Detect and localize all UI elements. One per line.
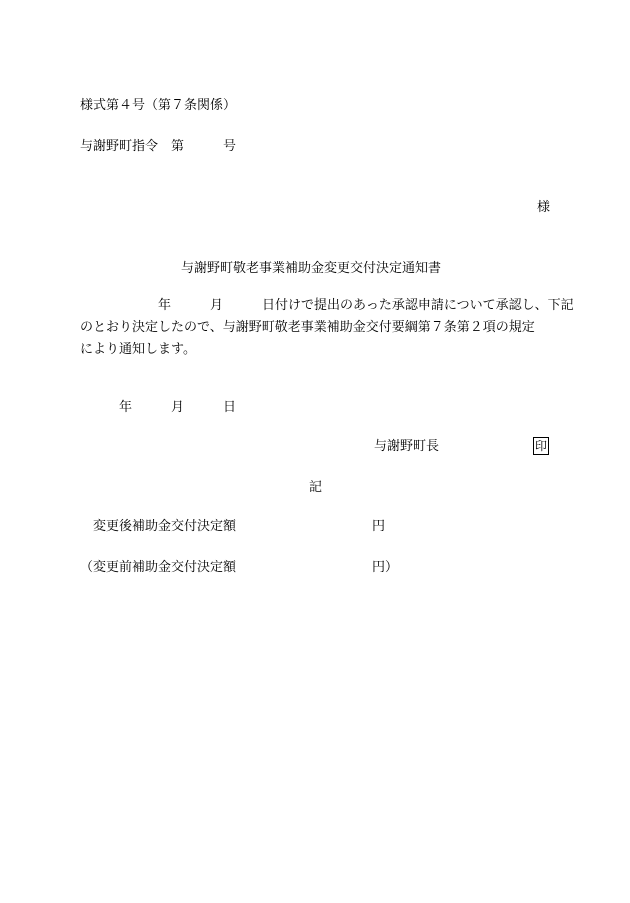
- item-after-unit: 円: [372, 519, 386, 534]
- addressee-suffix: 様: [537, 200, 551, 215]
- item-before-unit: 円）: [372, 560, 399, 575]
- ki-heading: 記: [309, 480, 323, 495]
- issuer-name: 与謝野町長: [374, 439, 440, 454]
- body-text-line-1: 年 月 日付けで提出のあった承認申請について承認し、下記: [80, 298, 574, 313]
- seal-mark: 印: [534, 439, 547, 453]
- body-text-line-3: により通知します。: [80, 342, 196, 357]
- issue-date: 年 月 日: [93, 400, 237, 415]
- form-number: 様式第４号（第７条関係）: [80, 98, 237, 113]
- body-text-line-2: のとおり決定したので、与謝野町敬老事業補助金交付要綱第７条第２項の規定: [80, 320, 535, 335]
- item-after-label: 変更後補助金交付決定額: [93, 519, 237, 534]
- reference-number: 与謝野町指令 第 号: [80, 139, 237, 154]
- item-before-label: （変更前補助金交付決定額: [80, 560, 237, 575]
- document-title: 与謝野町敬老事業補助金変更交付決定通知書: [181, 261, 442, 276]
